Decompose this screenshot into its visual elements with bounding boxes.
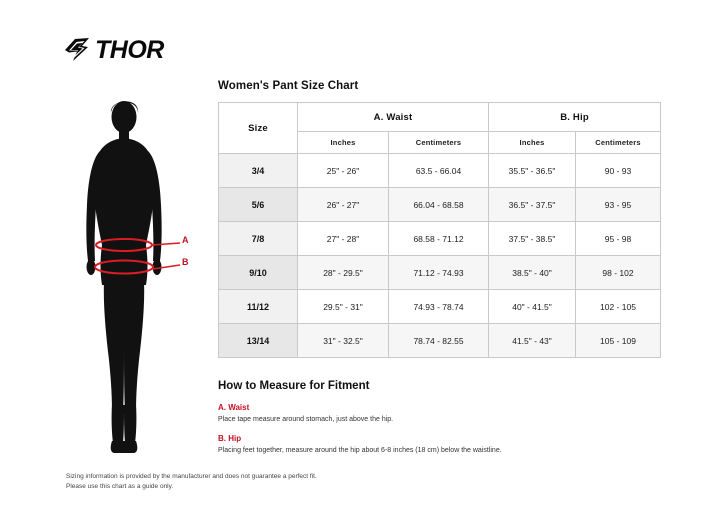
cell-hip-inches: 41.5" - 43" (489, 324, 576, 358)
how-to-measure-section (218, 380, 660, 456)
cell-waist-centimeters: 71.12 - 74.93 (389, 256, 489, 290)
chart-content (218, 80, 660, 466)
brand-name: THOR (95, 35, 164, 64)
footer-line-2: Please use this chart as a guide only. (66, 483, 174, 491)
cell-hip-centimeters: 98 - 102 (576, 256, 661, 290)
cell-hip-inches: 40" - 41.5" (489, 290, 576, 324)
how-to-item-waist (218, 403, 660, 424)
page-title: Women's Pant Size Chart (218, 80, 359, 92)
cell-hip-inches: 35.5" - 36.5" (489, 154, 576, 188)
cell-waist-centimeters: 68.58 - 71.12 (389, 222, 489, 256)
how-to-label-waist: A. Waist (218, 403, 250, 412)
table-row (219, 188, 661, 222)
cell-size: 3/4 (219, 154, 298, 188)
subheader-waist-centimeters: Centimeters (389, 132, 489, 154)
cell-size: 13/14 (219, 324, 298, 358)
cell-size: 7/8 (219, 222, 298, 256)
cell-hip-centimeters: 105 - 109 (576, 324, 661, 358)
how-to-text-waist: Place tape measure around stomach, just above the hip. (218, 416, 394, 423)
subheader-hip-centimeters: Centimeters (576, 132, 661, 154)
table-row (219, 256, 661, 290)
size-chart-table (218, 102, 661, 358)
subheader-hip-inches: Inches (489, 132, 576, 154)
table-row (219, 290, 661, 324)
subheader-waist-inches: Inches (298, 132, 389, 154)
cell-hip-centimeters: 95 - 98 (576, 222, 661, 256)
cell-hip-inches: 36.5" - 37.5" (489, 188, 576, 222)
cell-size: 5/6 (219, 188, 298, 222)
how-to-item-hip (218, 434, 660, 455)
cell-size: 11/12 (219, 290, 298, 324)
cell-hip-centimeters: 102 - 105 (576, 290, 661, 324)
marker-b-label: B (182, 257, 189, 267)
body-figure-illustration (62, 95, 212, 465)
table-group-header-row (219, 103, 661, 132)
cell-waist-inches: 29.5" - 31" (298, 290, 389, 324)
table-row (219, 222, 661, 256)
cell-waist-inches: 25" - 26" (298, 154, 389, 188)
table-row (219, 154, 661, 188)
cell-size: 9/10 (219, 256, 298, 290)
cell-waist-centimeters: 78.74 - 82.55 (389, 324, 489, 358)
cell-waist-centimeters: 63.5 - 66.04 (389, 154, 489, 188)
cell-waist-inches: 28" - 29.5" (298, 256, 389, 290)
cell-waist-inches: 31" - 32.5" (298, 324, 389, 358)
header-hip: B. Hip (489, 103, 661, 132)
how-to-measure-title: How to Measure for Fitment (218, 380, 370, 392)
footer-line-1: Sizing information is provided by the manufacturer and does not guarantee a perfect fit. (66, 473, 317, 480)
cell-waist-centimeters: 66.04 - 68.58 (389, 188, 489, 222)
cell-waist-inches: 27" - 28" (298, 222, 389, 256)
how-to-label-hip: B. Hip (218, 434, 242, 444)
table-row (219, 324, 661, 358)
brand-logo (62, 33, 182, 67)
cell-hip-centimeters: 93 - 95 (576, 188, 661, 222)
cell-hip-inches: 38.5" - 40" (489, 256, 576, 290)
cell-hip-centimeters: 90 - 93 (576, 154, 661, 188)
header-size: Size (219, 103, 298, 154)
how-to-text-hip: Placing feet together, measure around the hip about 6-8 inches (18 cm) below the waistline. (218, 447, 502, 455)
cell-waist-inches: 26" - 27" (298, 188, 389, 222)
marker-a-label: A (182, 235, 189, 245)
cell-hip-inches: 37.5" - 38.5" (489, 222, 576, 256)
footer-disclaimer (66, 472, 466, 493)
thor-helmet-icon (62, 35, 92, 65)
female-silhouette-icon (62, 95, 212, 465)
header-waist: A. Waist (298, 103, 489, 132)
cell-waist-centimeters: 74.93 - 78.74 (389, 290, 489, 324)
